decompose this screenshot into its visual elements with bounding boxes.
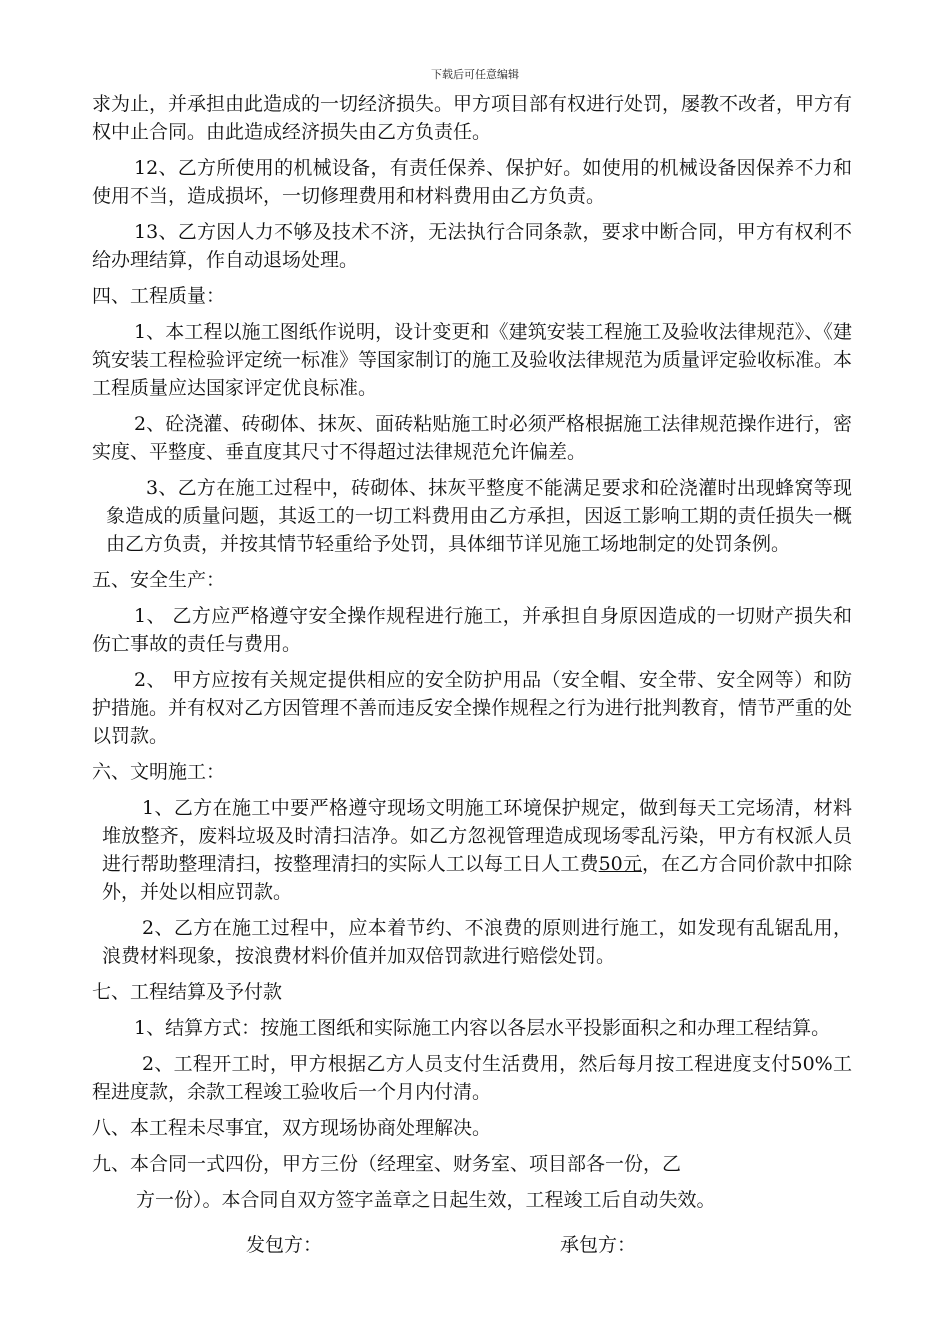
signature-issuer-label: 发包方： xyxy=(246,1234,323,1256)
daily-fee-amount: 50元 xyxy=(598,853,642,875)
civilized-clause-2: 2、乙方在施工过程中，应本着节约、不浪费的原则进行施工，如发现有乱锯乱用，浪费材料现象，按浪费材料价值并加双倍罚款进行赔偿处罚。 xyxy=(102,917,852,967)
page-header: 下载后可任意编辑 xyxy=(431,68,519,81)
settlement-clause-1: 1、结算方式：按施工图纸和实际施工内容以各层水平投影面积之和办理工程结算。 xyxy=(134,1017,831,1039)
civilized-clause-1-text-b: ，在乙方合同价款中扣除外，并处以相应罚款。 xyxy=(102,853,852,903)
quality-clause-3: 3、乙方在施工过程中，砖砌体、抹灰平整度不能满足要求和砼浇灌时出现蜂窝等现象造成的质量问题，其返工的一切工料费用由乙方承担，因返工影响工期的责任损失一概由乙方负责，并按其情节轻重给予处罚，具体细节详见施工场地制定的处罚条例。 xyxy=(106,477,852,555)
section-heading-copies: 九、本合同一式四份，甲方三份（经理室、财务室、项目部各一份，乙 xyxy=(92,1153,682,1175)
section-heading-quality: 四、工程质量： xyxy=(92,285,226,307)
section-heading-safety: 五、安全生产： xyxy=(92,569,226,591)
quality-clause-1: 1、本工程以施工图纸作说明，设计变更和《建筑安装工程施工及验收法律规范》、《建筑安装工程检验评定统一标准》等国家制订的施工及验收法律规范为质量评定验收标准。本工程质量应达国家评定优良标准。 xyxy=(92,321,853,399)
contract-body xyxy=(92,90,852,1222)
settlement-clause-2: 2、工程开工时，甲方根据乙方人员支付生活费用，然后每月按工程进度支付50%工程进度款，余款工程竣工验收后一个月内付清。 xyxy=(92,1053,852,1103)
safety-clause-1: 1、 乙方应严格遵守安全操作规程进行施工，并承担自身原因造成的一切财产损失和伤亡事故的责任与费用。 xyxy=(92,605,852,655)
clause-13: 13、乙方因人力不够及技术不济，无法执行合同条款，要求中断合同，甲方有权利不给办理结算，作自动退场处理。 xyxy=(92,221,852,271)
clause-12: 12、乙方所使用的机械设备，有责任保养、保护好。如使用的机械设备因保养不力和使用不当，造成损坏，一切修理费用和材料费用由乙方负责。 xyxy=(92,157,852,207)
civilized-clause-1-text-a: 1、乙方在施工中要严格遵守现场文明施工环境保护规定，做到每天工完场清，材料堆放整齐，废料垃圾及时清扫洁净。如乙方忽视管理造成现场零乱污染，甲方有权派人员进行帮助整理清扫，按整理清扫的实际人工以每工日人工费 xyxy=(102,797,852,875)
copies-continuation: 方一份）。本合同自双方签字盖章之日起生效，工程竣工后自动失效。 xyxy=(136,1189,716,1211)
section-heading-settlement: 七、工程结算及予付款 xyxy=(92,981,283,1003)
quality-clause-2: 2、砼浇灌、砖砌体、抹灰、面砖粘贴施工时必须严格根据施工法律规范操作进行，密实度、平整度、垂直度其尺寸不得超过法律规范允许偏差。 xyxy=(92,413,852,463)
paragraph-intro: 求为止，并承担由此造成的一切经济损失。甲方项目部有权进行处罚，屡教不改者，甲方有权中止合同。由此造成经济损失由乙方负责任。 xyxy=(92,93,853,143)
signature-contractor-label: 承包方： xyxy=(560,1234,637,1256)
section-heading-misc: 八、本工程未尽事宜，双方现场协商处理解决。 xyxy=(92,1117,492,1139)
civilized-clause-1 xyxy=(102,794,852,906)
safety-clause-2: 2、 甲方应按有关规定提供相应的安全防护用品（安全帽、安全带、安全网等）和防护措施。并有权对乙方因管理不善而违反安全操作规程之行为进行批判教育，情节严重的处以罚款。 xyxy=(92,669,853,747)
section-heading-civilized-construction: 六、文明施工： xyxy=(92,761,226,783)
